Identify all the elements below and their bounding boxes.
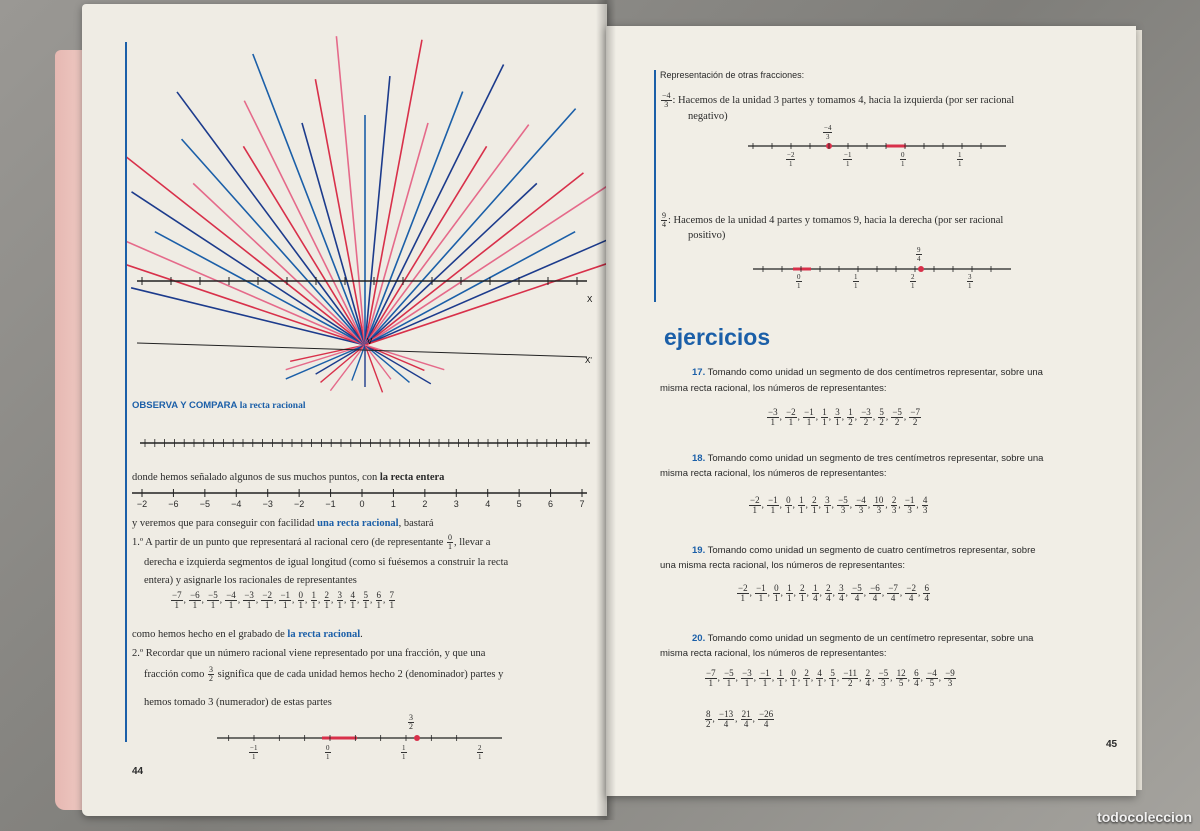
exercise-18-fractions: $\frac{-2}{1}$ , $\frac{-1}{1}$ , $\frac{0}{1}$ , $\frac{1}{1}$ , $\frac{2}{1}$ , $\frac{3}{1}$ , $\frac{-5}{3}$ , $\frac{-4}{3}$ , $\frac{10}{3}$ , $\frac{2}{3}$ , $\frac{-1}{3}$ , $\frac{4}{3}$: [750, 495, 928, 515]
exercise-fraction: $\frac{-4}{5}$: [927, 668, 937, 688]
exercise-fraction: $\frac{10}{3}$: [874, 495, 884, 515]
fan-ray: [155, 232, 365, 345]
integer-tick-label: −1: [325, 499, 336, 509]
rational-fraction: $\frac{-4}{1}$: [226, 590, 236, 610]
small-line-label: $\frac{1}{1}$: [854, 273, 858, 290]
step1-line3: entera) y asignarle los racionales de representantes: [144, 575, 357, 586]
integer-tick-label: 6: [548, 499, 554, 509]
exercise-fraction: $\frac{4}{1}$: [817, 668, 822, 688]
integer-tick-label: 2: [422, 499, 428, 509]
integer-line-labels: [132, 499, 592, 511]
example-a: $\frac{-4}{3}$ : Hacemos de la unidad 3 partes y tomamos 4, hacia la izquierda (por ser racional: [662, 91, 1015, 109]
rational-fraction: $\frac{-2}{1}$: [262, 590, 272, 610]
rational-fraction: $\frac{6}{1}$: [376, 590, 382, 610]
exercise-fraction: $\frac{1}{1}$: [822, 407, 827, 427]
small-line-label: $\frac{0}{1}$: [901, 151, 905, 168]
integer-tick-label: −5: [199, 499, 210, 509]
rational-fraction: $\frac{7}{1}$: [389, 590, 395, 610]
fan-ray: [365, 232, 575, 345]
exercise-fraction: $\frac{-1}{1}$: [760, 668, 770, 688]
exercise-20-fractions-line2: $\frac{8}{2}$ , $\frac{-13}{4}$ , $\frac{21}{4}$ , $\frac{-26}{4}$: [706, 709, 774, 729]
exercise-20-line2: misma recta racional, los números de representantes:: [660, 648, 887, 659]
como-text: como hemos hecho en el grabado de la recta racional.: [132, 629, 363, 640]
exercise-fraction: $\frac{1}{1}$: [787, 583, 792, 603]
exercise-17-fractions: $\frac{-3}{1}$ , $\frac{-2}{1}$ , $\frac{-1}{1}$ , $\frac{1}{1}$ , $\frac{3}{1}$ , $\frac{1}{2}$ , $\frac{-3}{2}$ , $\frac{5}{2}$ , $\frac{-5}{2}$ , $\frac{-7}{2}$: [768, 407, 920, 427]
exercise-17-line2: misma recta racional, los números de representantes:: [660, 383, 887, 394]
exercise-fraction: $\frac{-26}{4}$: [759, 709, 774, 729]
exercise-fraction: $\frac{1}{1}$: [799, 495, 804, 515]
zero-fraction: $\frac{0}{1}$: [448, 533, 453, 551]
rational-fraction: $\frac{-5}{1}$: [208, 590, 218, 610]
exercise-fraction: $\frac{2}{1}$: [800, 583, 805, 603]
small-line-label: $\frac{0}{1}$: [797, 273, 801, 290]
exercise-fraction: $\frac{-7}{2}$: [910, 407, 920, 427]
step2-line2: fracción como $\frac{3}{2}$ significa que de cada unidad hemos hecho 2 (denominador) partes y: [144, 665, 504, 683]
exercise-fraction: $\frac{-7}{4}$: [888, 583, 898, 603]
exercise-fraction: $\frac{-2}{1}$: [786, 407, 796, 427]
exercise-fraction: $\frac{2}{3}$: [891, 495, 897, 515]
exercise-fraction: $\frac{-9}{3}$: [945, 668, 955, 688]
small-line-label: $\frac{-1}{1}$: [844, 151, 852, 168]
fan-ray: [365, 76, 390, 345]
example-a-labels: [746, 151, 1016, 171]
exercise-fraction: $\frac{-3}{2}$: [861, 407, 871, 427]
example-b-labels: [751, 273, 1021, 293]
three-halves-fraction: $\frac{3}{2}$: [208, 665, 213, 683]
exercise-fraction: $\frac{0}{1}$: [774, 583, 779, 603]
observa-heading: [132, 399, 305, 413]
exercise-fraction: $\frac{1}{1}$: [778, 668, 783, 688]
exercise-fraction: $\frac{-3}{1}$: [742, 668, 752, 688]
example-b: $\frac{9}{4}$ : Hacemos de la unidad 4 partes y tomamos 9, hacia la derecha (por ser racional: [662, 211, 1004, 229]
rational-fraction: $\frac{3}{1}$: [337, 590, 343, 610]
right-page-number: 45: [1106, 739, 1118, 750]
fan-ray: [302, 123, 365, 345]
integer-tick-label: 0: [359, 499, 365, 509]
integer-tick-label: −3: [262, 499, 273, 509]
rational-fraction-list: $\frac{-7}{1}$ , $\frac{-6}{1}$ , $\frac{-5}{1}$ , $\frac{-4}{1}$ , $\frac{-3}{1}$ , $\frac{-2}{1}$ , $\frac{-1}{1}$ , $\frac{0}{1}$ , $\frac{1}{1}$ , $\frac{2}{1}$ , $\frac{3}{1}$ , $\frac{4}{1}$ , $\frac{5}{1}$ , $\frac{6}{1}$ , $\frac{7}{1}$: [172, 590, 395, 610]
integer-tick-label: 3: [453, 499, 459, 509]
exercise-fraction: $\frac{-1}{3}$: [904, 495, 915, 515]
fan-ray: [244, 101, 365, 345]
exercise-fraction: $\frac{2}{1}$: [804, 668, 809, 688]
vertex-label: V: [367, 337, 373, 346]
rational-fraction: $\frac{-3}{1}$: [244, 590, 254, 610]
exercise-fraction: $\frac{6}{4}$: [914, 668, 919, 688]
exercise-fraction: $\frac{21}{4}$: [741, 709, 751, 729]
exercise-fraction: $\frac{1}{2}$: [848, 407, 853, 427]
exercise-fraction: $\frac{12}{5}$: [896, 668, 906, 688]
three-halves-line-labels: [212, 744, 512, 764]
small-line-label: $\frac{-2}{1}$: [787, 151, 795, 168]
rational-fraction: $\frac{-1}{1}$: [280, 590, 291, 610]
exercise-fraction: $\frac{5}{2}$: [879, 407, 884, 427]
small-line-label: $\frac{-1}{1}$: [250, 744, 258, 761]
left-page-number: 44: [132, 766, 144, 777]
exercise-fraction: $\frac{1}{4}$: [813, 583, 818, 603]
example-a-point-label: $\frac{-4}{3}$: [824, 123, 832, 141]
integer-tick-label: 4: [485, 499, 491, 509]
three-halves-point-label: $\frac{3}{2}$: [409, 712, 413, 731]
rational-fraction: $\frac{0}{1}$: [298, 590, 304, 610]
fan-ray: [336, 36, 365, 345]
observa-title-rest: la recta racional: [239, 401, 306, 411]
small-line-label: $\frac{2}{1}$: [911, 273, 915, 290]
exercise-fraction: $\frac{-4}{3}$: [856, 495, 866, 515]
exercise-fraction: $\frac{0}{1}$: [786, 495, 791, 515]
fan-ray: [365, 123, 428, 345]
example-b-point-label: $\frac{9}{4}$: [917, 245, 921, 263]
exercise-fraction: $\frac{3}{4}$: [839, 583, 844, 603]
example-b-line2: positivo): [688, 230, 726, 241]
right-page: [606, 26, 1136, 796]
exercise-fraction: $\frac{-5}{3}$: [838, 495, 848, 515]
exercise-fraction: $\frac{-1}{1}$: [804, 407, 814, 427]
exercise-fraction: $\frac{4}{3}$: [922, 495, 928, 515]
right-margin-rule: [654, 70, 656, 302]
integer-tick-label: −4: [231, 499, 242, 509]
exercise-fraction: $\frac{2}{4}$: [826, 583, 831, 603]
exercise-fraction: $\frac{2}{1}$: [812, 495, 817, 515]
exercise-fraction: $\frac{-5}{2}$: [892, 407, 902, 427]
veremos-text: y veremos que para conseguir con facilidad una recta racional, bastará: [132, 518, 434, 529]
watermark-logo: todocoleccion: [1097, 809, 1192, 825]
small-line-label: $\frac{2}{1}$: [478, 744, 482, 761]
axis-xprime-label: X': [585, 356, 592, 365]
exercise-fraction: $\frac{-1}{1}$: [756, 583, 766, 603]
integer-tick-label: −6: [168, 499, 179, 509]
exercise-fraction: $\frac{-1}{1}$: [768, 495, 778, 515]
left-page: [82, 4, 607, 816]
ejercicios-heading: ejercicios: [664, 324, 771, 350]
donde-text: donde hemos señalado algunos de sus muchos puntos, con la recta entera: [132, 472, 445, 483]
step2-line3: hemos tomado 3 (numerador) de estas partes: [144, 697, 332, 708]
axis-x-label: X: [587, 295, 593, 304]
rational-fraction: $\frac{4}{1}$: [350, 590, 356, 610]
rational-fraction: $\frac{-7}{1}$: [172, 590, 182, 610]
small-line-label: $\frac{0}{1}$: [326, 744, 330, 761]
step1-line2: derecha e izquierda segmentos de igual longitud (como si fuésemos a construir la recta: [144, 557, 509, 568]
small-line-label: $\frac{3}{1}$: [968, 273, 972, 290]
exercise-fraction: $\frac{5}{1}$: [830, 668, 835, 688]
exercise-fraction: $\frac{-11}{2}$: [843, 668, 858, 688]
exercise-fraction: $\frac{8}{2}$: [706, 709, 711, 729]
small-line-label: $\frac{1}{1}$: [958, 151, 962, 168]
exercise-20-fractions-line1: $\frac{-7}{1}$ , $\frac{-5}{1}$ , $\frac{-3}{1}$ , $\frac{-1}{1}$ , $\frac{1}{1}$ , $\frac{0}{1}$ , $\frac{2}{1}$ , $\frac{4}{1}$ , $\frac{5}{1}$ , $\frac{-11}{2}$ , $\frac{2}{4}$ , $\frac{-5}{3}$ , $\frac{12}{5}$ , $\frac{6}{4}$ , $\frac{-4}{5}$ , $\frac{-9}{3}$: [706, 668, 955, 688]
exercise-fraction: $\frac{0}{1}$: [791, 668, 796, 688]
exercise-fraction: $\frac{3}{1}$: [825, 495, 830, 515]
fan-ray: [365, 169, 607, 345]
exercise-fraction: $\frac{-2}{4}$: [906, 583, 916, 603]
exercise-fraction: $\frac{-5}{1}$: [724, 668, 734, 688]
rational-fraction: $\frac{-6}{1}$: [190, 590, 200, 610]
exercise-fraction: $\frac{-2}{1}$: [750, 495, 760, 515]
rational-fraction: $\frac{1}{1}$: [311, 590, 317, 610]
exercise-fraction: $\frac{-7}{1}$: [706, 668, 716, 688]
integer-tick-label: −2: [294, 499, 305, 509]
exercise-18: 18. Tomando como unidad un segmento de tres centímetros representar, sobre una: [692, 453, 1044, 464]
exercise-19-line2: una misma recta racional, los números de representantes:: [660, 560, 906, 571]
exercise-fraction: $\frac{-6}{4}$: [870, 583, 880, 603]
exercise-fraction: $\frac{-3}{1}$: [768, 407, 778, 427]
integer-tick-label: −2: [136, 499, 148, 509]
book-gutter: [596, 0, 616, 820]
exercise-fraction: $\frac{2}{4}$: [865, 668, 871, 688]
rational-line: [140, 419, 600, 459]
rational-fraction: $\frac{2}{1}$: [324, 590, 330, 610]
rational-fraction: $\frac{5}{1}$: [363, 590, 369, 610]
step2-line1: 2.º Recordar que un número racional viene representado por una fracción, y que una: [132, 648, 486, 659]
small-line-label: $\frac{1}{1}$: [402, 744, 406, 761]
integer-tick-label: 1: [390, 499, 396, 509]
fan-ray-lower: [365, 345, 444, 370]
example-a-line2: negativo): [688, 111, 728, 122]
integer-tick-label: 5: [516, 499, 522, 509]
intro-text: Representación de otras fracciones:: [660, 70, 805, 80]
exercise-19: 19. Tomando como unidad un segmento de cuatro centímetros representar, sobre: [692, 545, 1036, 556]
exercise-18-line2: misma recta racional, los números de representantes:: [660, 468, 887, 479]
integer-tick-label: 7: [579, 499, 585, 509]
rational-line-fan-diagram: [127, 19, 607, 399]
fan-ray: [365, 65, 504, 345]
exercise-fraction: $\frac{3}{1}$: [835, 407, 840, 427]
fan-ray: [127, 255, 365, 345]
exercise-fraction: $\frac{-5}{3}$: [878, 668, 889, 688]
exercise-fraction: $\frac{-13}{4}$: [719, 709, 734, 729]
observa-title: OBSERVA Y COMPARA: [132, 400, 238, 411]
exercise-17: 17. Tomando como unidad un segmento de dos centímetros representar, sobre una: [692, 367, 1043, 378]
exercise-20: 20. Tomando como unidad un segmento de un centímetro representar, sobre una: [692, 633, 1034, 644]
exercise-fraction: $\frac{6}{4}$: [924, 583, 929, 603]
exercise-fraction: $\frac{-2}{1}$: [738, 583, 748, 603]
exercise-19-fractions: $\frac{-2}{1}$ , $\frac{-1}{1}$ , $\frac{0}{1}$ , $\frac{1}{1}$ , $\frac{2}{1}$ , $\frac{1}{4}$ , $\frac{2}{4}$ , $\frac{3}{4}$ , $\frac{-5}{4}$ , $\frac{-6}{4}$ , $\frac{-7}{4}$ , $\frac{-2}{4}$ , $\frac{6}{4}$: [738, 583, 929, 603]
step1-line1: 1.º A partir de un punto que representará al racional cero (de representante $\frac{0}{1}$ , llevar a: [132, 533, 491, 551]
exercise-fraction: $\frac{-5}{4}$: [852, 583, 862, 603]
